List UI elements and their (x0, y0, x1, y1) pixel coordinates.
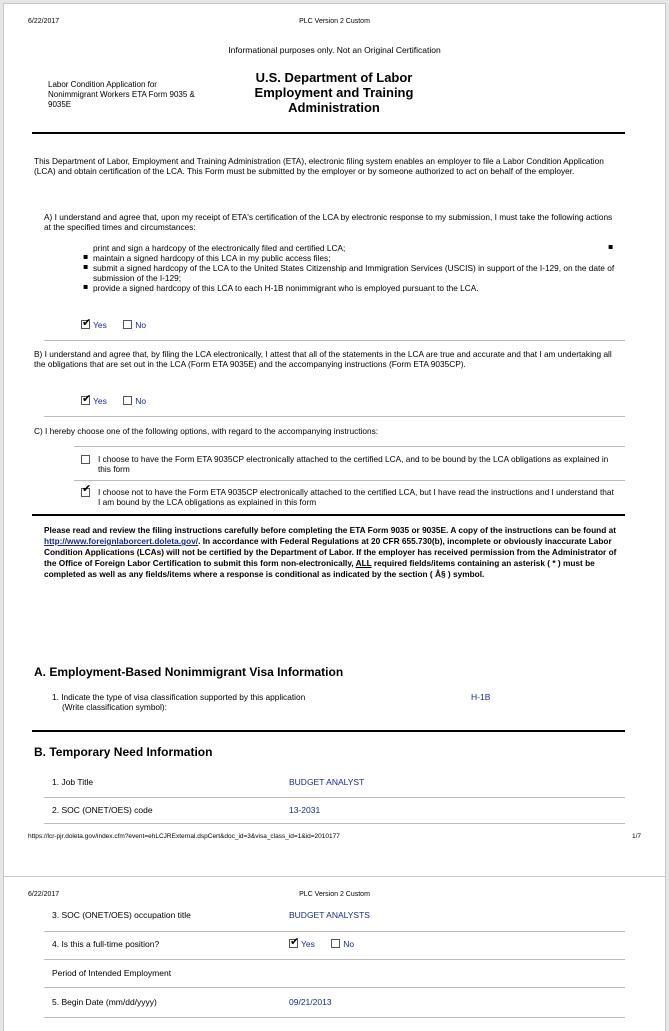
print-date: 6/22/2017 (28, 18, 60, 25)
section-divider (32, 514, 625, 516)
list-item: ▪ submit a signed hardcopy of the LCA to the United States Citizenship and Immigration Services (USCIS) in support of the I-129, on the date of submission of the I-129; (83, 263, 621, 283)
begin-date-label: 5. Begin Date (mm/dd/yyyy) (52, 997, 157, 1007)
print-version: PLC Version 2 Custom (299, 18, 370, 25)
visa-class-value: H-1B (471, 692, 491, 702)
list-item: print and sign a hardcopy of the electronically filed and certified LCA; (93, 243, 346, 253)
fulltime-label: 4. Is this a full-time position? (52, 939, 160, 949)
divider (44, 823, 625, 824)
no-checkbox-a[interactable] (123, 320, 132, 329)
no-label: No (343, 939, 355, 949)
soc-code-value: 13-2031 (289, 805, 321, 815)
header-divider (32, 132, 625, 134)
divider (44, 1017, 625, 1018)
section-divider (32, 730, 625, 732)
soc-title-value: BUDGET ANALYSTS (289, 910, 370, 920)
fulltime-yes-checkbox[interactable] (289, 939, 298, 948)
yes-checkbox-a[interactable] (81, 320, 90, 329)
yes-checkbox-b[interactable] (81, 396, 90, 405)
page-footer (28, 833, 641, 840)
document-page-2 (3, 876, 666, 1031)
yes-label: Yes (93, 396, 107, 406)
divider (44, 340, 625, 341)
form-identifier: Labor Condition Application for Nonimmigrant Workers ETA Form 9035 & 9035E (48, 80, 195, 109)
divider (44, 931, 625, 932)
section-b-title: B. Temporary Need Information (34, 745, 213, 759)
department-title (184, 70, 484, 115)
job-title-label: 1. Job Title (52, 777, 94, 787)
attestation-a-text: A) I understand and agree that, upon my receipt of ETA's certification of the LCA by electronic response to my submission, I must take the following actions at the specified times and circumstances: (44, 212, 613, 232)
section-a-title: A. Employment-Based Nonimmigrant Visa Information (34, 665, 344, 679)
divider (44, 987, 625, 988)
intro-paragraph: This Department of Labor, Employment and Training Administration (ETA), electronic filing system enables an employer to file a Labor Condition Application (LCA) and obtain certification of the LCA. This Form must be submitted by the employer or by someone authorized to act on behalf of the employer. (34, 156, 604, 176)
department-line-2: Employment and Training (254, 85, 414, 100)
attestation-c-option-1 (81, 454, 615, 474)
yes-label: Yes (93, 320, 107, 330)
print-version: PLC Version 2 Custom (299, 891, 370, 898)
filing-instructions: Please read and review the filing instructions carefully before completing the ETA Form 9035 or 9035E. A copy of the instructions can be found at http://www.foreignlaborcert.doleta.gov/. In accordance with Federal Regulations at 20 CFR 655.730(b), incomplete or obviously inaccurate Labor Condition Applications (LCAs) will not be certified by the Department of Labor. If the employer has received permission from the Administrator of the Office of Foreign Labor Certification to submit this form non-electronically, ALL required fields/items containing an asterisk ( * ) must be completed as well as any fields/items where a response is conditional as indicated by the section ( Â§ ) symbol. (44, 525, 617, 579)
informational-notice: Informational purposes only. Not an Original Certification (228, 45, 441, 55)
divider (44, 416, 625, 417)
job-title-value: BUDGET ANALYST (289, 777, 365, 787)
page-number: 1/7 (631, 833, 641, 840)
option-1-checkbox[interactable] (81, 455, 90, 464)
divider (74, 480, 625, 481)
no-label: No (135, 396, 147, 406)
fulltime-choice (289, 939, 368, 949)
instructions-link[interactable]: http://www.foreignlaborcert.doleta.gov/ (44, 536, 199, 546)
no-label: No (135, 320, 147, 330)
attestation-b-text: B) I understand and agree that, by filing the LCA electronically, I attest that all of the statements in the LCA are true and accurate and that I am undertaking all the obligations that are set out in the LCA (Form ETA 9035E) and the accompanying instructions (Form ETA 9035CP). (34, 349, 612, 369)
document-page-1 (3, 3, 666, 1007)
period-label: Period of Intended Employment (52, 968, 172, 978)
fulltime-no-checkbox[interactable] (331, 939, 340, 948)
yes-label: Yes (301, 939, 315, 949)
stray-bullet-icon: ▪ (608, 242, 614, 251)
visa-class-question: 1. Indicate the type of visa classification supported by this application (Write classification symbol): (52, 692, 306, 712)
footer-url[interactable]: https://lcr-pjr.doleta.gov/index.cfm?event=ehLCJRExternal.dspCert&doc_id=3&visa_class_id=1&id=2010177 (28, 833, 340, 840)
attestation-c-text: C) I hereby choose one of the following options, with regard to the accompanying instructions: (34, 426, 379, 436)
divider (44, 797, 625, 798)
divider (74, 446, 625, 447)
begin-date-value: 09/21/2013 (289, 997, 332, 1007)
divider (44, 959, 625, 960)
soc-title-label: 3. SOC (ONET/OES) occupation title (52, 910, 191, 920)
attestation-a-list (83, 243, 621, 293)
print-date: 6/22/2017 (28, 891, 60, 898)
attestation-c-option-2 (81, 487, 615, 507)
list-item: ▪ maintain a signed hardcopy of this LCA in my public access files; (83, 253, 621, 263)
attestation-a-choice (81, 320, 160, 330)
soc-code-label: 2. SOC (ONET/OES) code (52, 805, 153, 815)
attestation-b-choice (81, 396, 160, 406)
option-2-label: I choose not to have the Form ETA 9035CP electronically attached to the certified LCA, but I have read the instructions and I understand that I am bound by the LCA obligations as explained in this form (98, 487, 614, 507)
option-2-checkbox[interactable] (81, 488, 90, 497)
option-1-label: I choose to have the Form ETA 9035CP electronically attached to the certified LCA, and to be bound by the LCA obligations as explained in this form (98, 454, 609, 474)
list-item: ▪ provide a signed hardcopy of this LCA to each H-1B nonimmigrant who is employed pursuant to the LCA. (83, 283, 621, 293)
no-checkbox-b[interactable] (123, 396, 132, 405)
department-line-3: Administration (288, 100, 380, 115)
department-line-1: U.S. Department of Labor (255, 70, 413, 85)
